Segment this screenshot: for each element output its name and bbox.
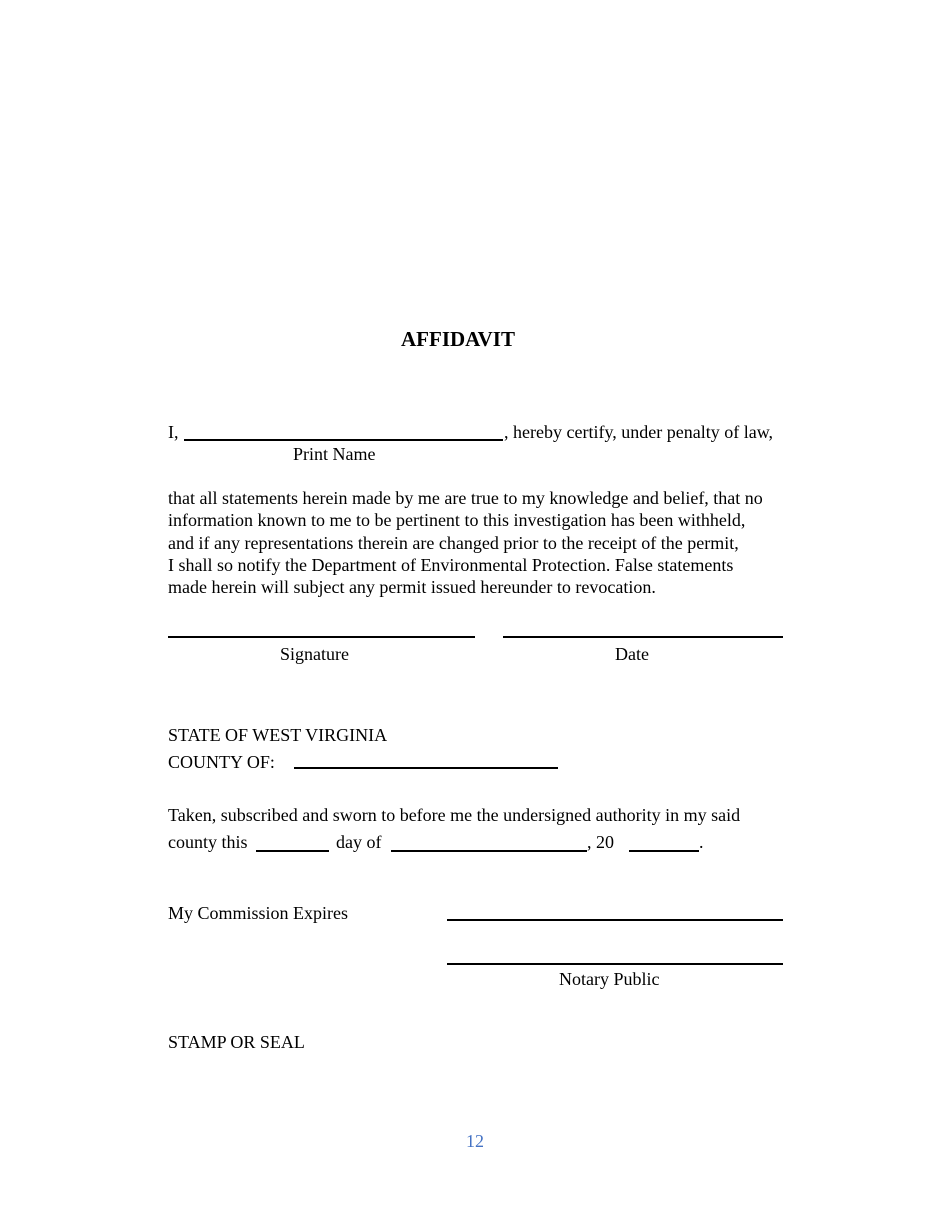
month-blank[interactable] [391, 850, 587, 852]
date-blank[interactable] [503, 636, 783, 638]
county-blank[interactable] [294, 767, 558, 769]
statement-line: I shall so notify the Department of Environmental Protection. False statements [168, 554, 734, 575]
page-number: 12 [466, 1131, 484, 1151]
sworn-period: . [699, 832, 704, 852]
commission-label: My Commission Expires [168, 903, 349, 923]
signature-caption: Signature [280, 644, 349, 664]
statement-line: that all statements herein made by me are true to my knowledge and belief, that no [168, 488, 763, 508]
year-prefix: , 20 [587, 832, 614, 852]
statement-line: information known to me to be pertinent to this investigation has been withheld, [168, 510, 746, 531]
commission-expires-blank[interactable] [447, 919, 783, 921]
state-heading: STATE OF WEST VIRGINIA [168, 725, 388, 745]
print-name-blank[interactable] [184, 439, 503, 441]
certify-suffix: , hereby certify, under penalty of law, [504, 422, 774, 442]
date-caption: Date [615, 644, 649, 664]
day-blank[interactable] [256, 850, 329, 852]
document-title: AFFIDAVIT [401, 327, 515, 351]
statement-paragraph [168, 487, 763, 598]
year-blank[interactable] [629, 850, 699, 852]
certify-prefix: I, [168, 422, 179, 442]
notary-caption: Notary Public [559, 969, 660, 989]
county-this-label: county this [168, 832, 248, 852]
day-of-label: day of [336, 832, 382, 852]
signature-blank[interactable] [168, 636, 475, 638]
county-label: COUNTY OF: [168, 752, 275, 772]
notary-signature-blank[interactable] [447, 963, 783, 965]
stamp-seal-label: STAMP OR SEAL [168, 1032, 305, 1052]
print-name-caption: Print Name [293, 444, 376, 464]
statement-line: made herein will subject any permit issued hereunder to revocation. [168, 577, 656, 598]
statement-line: and if any representations therein are changed prior to the receipt of the permit, [168, 532, 739, 553]
sworn-line: Taken, subscribed and sworn to before me the undersigned authority in my said [168, 805, 741, 825]
